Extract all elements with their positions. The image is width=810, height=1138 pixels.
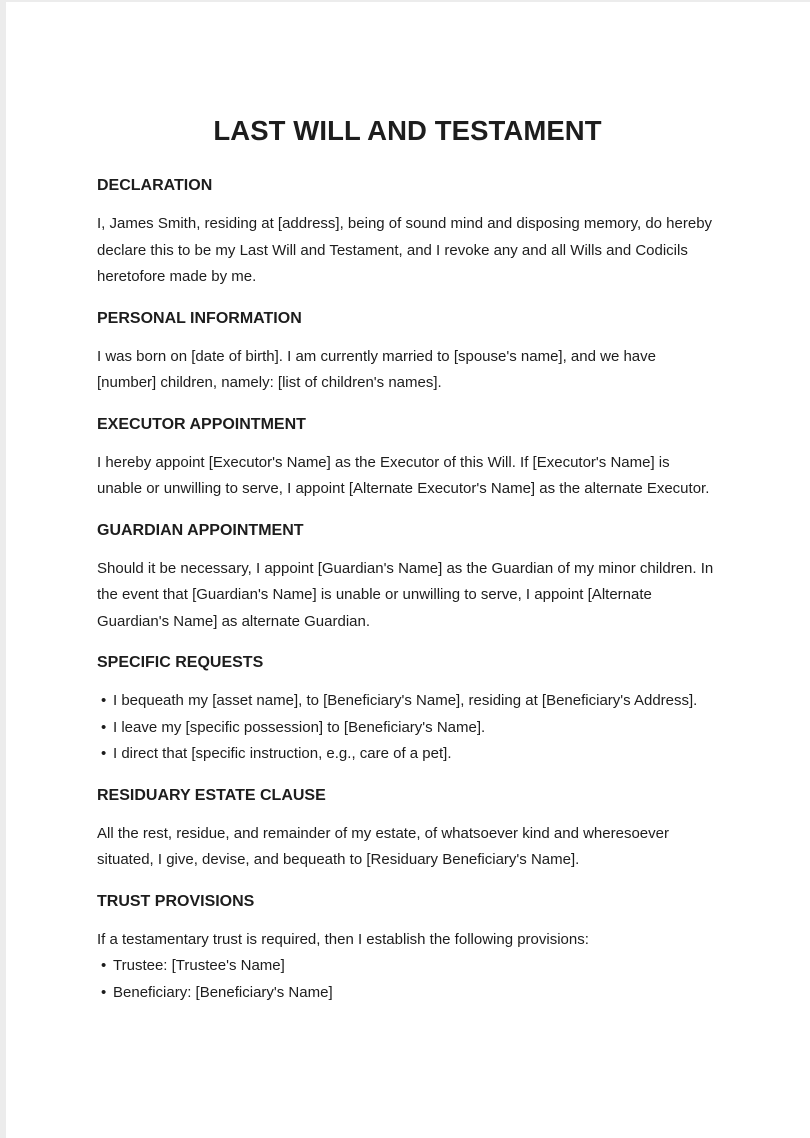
- section-declaration: [97, 175, 718, 291]
- document-page: [6, 2, 810, 1138]
- specific-requests-heading: SPECIFIC REQUESTS: [97, 654, 264, 671]
- declaration-heading: DECLARATION: [97, 177, 213, 194]
- specific-requests-list: [97, 688, 718, 768]
- section-personal-information: [97, 308, 718, 397]
- residuary-estate-text: All the rest, residue, and remainder of my estate, of whatsoever kind and wheresoever situated, I give, devise, and bequeath to [Residuary Beneficiary's Name].: [97, 824, 669, 868]
- trust-provisions-list: [97, 953, 718, 1006]
- residuary-estate-heading: RESIDUARY ESTATE CLAUSE: [97, 786, 326, 804]
- executor-appointment-text: I hereby appoint [Executor's Name] as the Executor of this Will. If [Executor's Name] is unable or unwilling to serve, I appoint [Alternate Executor's Name] as the alternate Executor.: [97, 453, 710, 497]
- trust-provisions-heading: TRUST PROVISIONS: [97, 892, 255, 910]
- section-trust-provisions: [97, 891, 718, 1007]
- executor-appointment-heading: EXECUTOR APPOINTMENT: [97, 415, 306, 433]
- guardian-appointment-text: Should it be necessary, I appoint [Guardian's Name] as the Guardian of my minor children. In the event that [Guardian's Name] is unable or unwilling to serve, I appoint [Alternate Guardian's Name] as alternate Guardian.: [97, 559, 714, 630]
- section-guardian-appointment: [97, 520, 718, 636]
- section-executor-appointment: [97, 414, 718, 503]
- personal-information-heading: PERSONAL INFORMATION: [97, 309, 302, 327]
- section-specific-requests: [97, 652, 718, 768]
- list-item: • Beneficiary: [Beneficiary's Name]: [97, 980, 718, 1007]
- list-item: • I bequeath my [asset name], to [Beneficiary's Name], residing at [Beneficiary's Address].: [97, 688, 718, 715]
- guardian-appointment-heading: GUARDIAN APPOINTMENT: [97, 521, 304, 539]
- list-item: • I leave my [specific possession] to [Beneficiary's Name].: [97, 715, 718, 742]
- trust-provisions-intro: If a testamentary trust is required, then I establish the following provisions:: [97, 930, 589, 948]
- personal-information-text: I was born on [date of birth]. I am currently married to [spouse's name], and we have [number] children, namely: [list of children's names].: [97, 347, 656, 391]
- declaration-text: I, James Smith, residing at [address], being of sound mind and disposing memory, do hereby declare this to be my Last Will and Testament, and I revoke any and all Wills and Codicils heretofore made by me.: [97, 215, 713, 285]
- document-title: LAST WILL AND TESTAMENT: [213, 115, 602, 146]
- list-item: • I direct that [specific instruction, e.g., care of a pet].: [97, 741, 718, 768]
- section-residuary-estate: [97, 785, 718, 874]
- list-item: • Trustee: [Trustee's Name]: [97, 953, 718, 980]
